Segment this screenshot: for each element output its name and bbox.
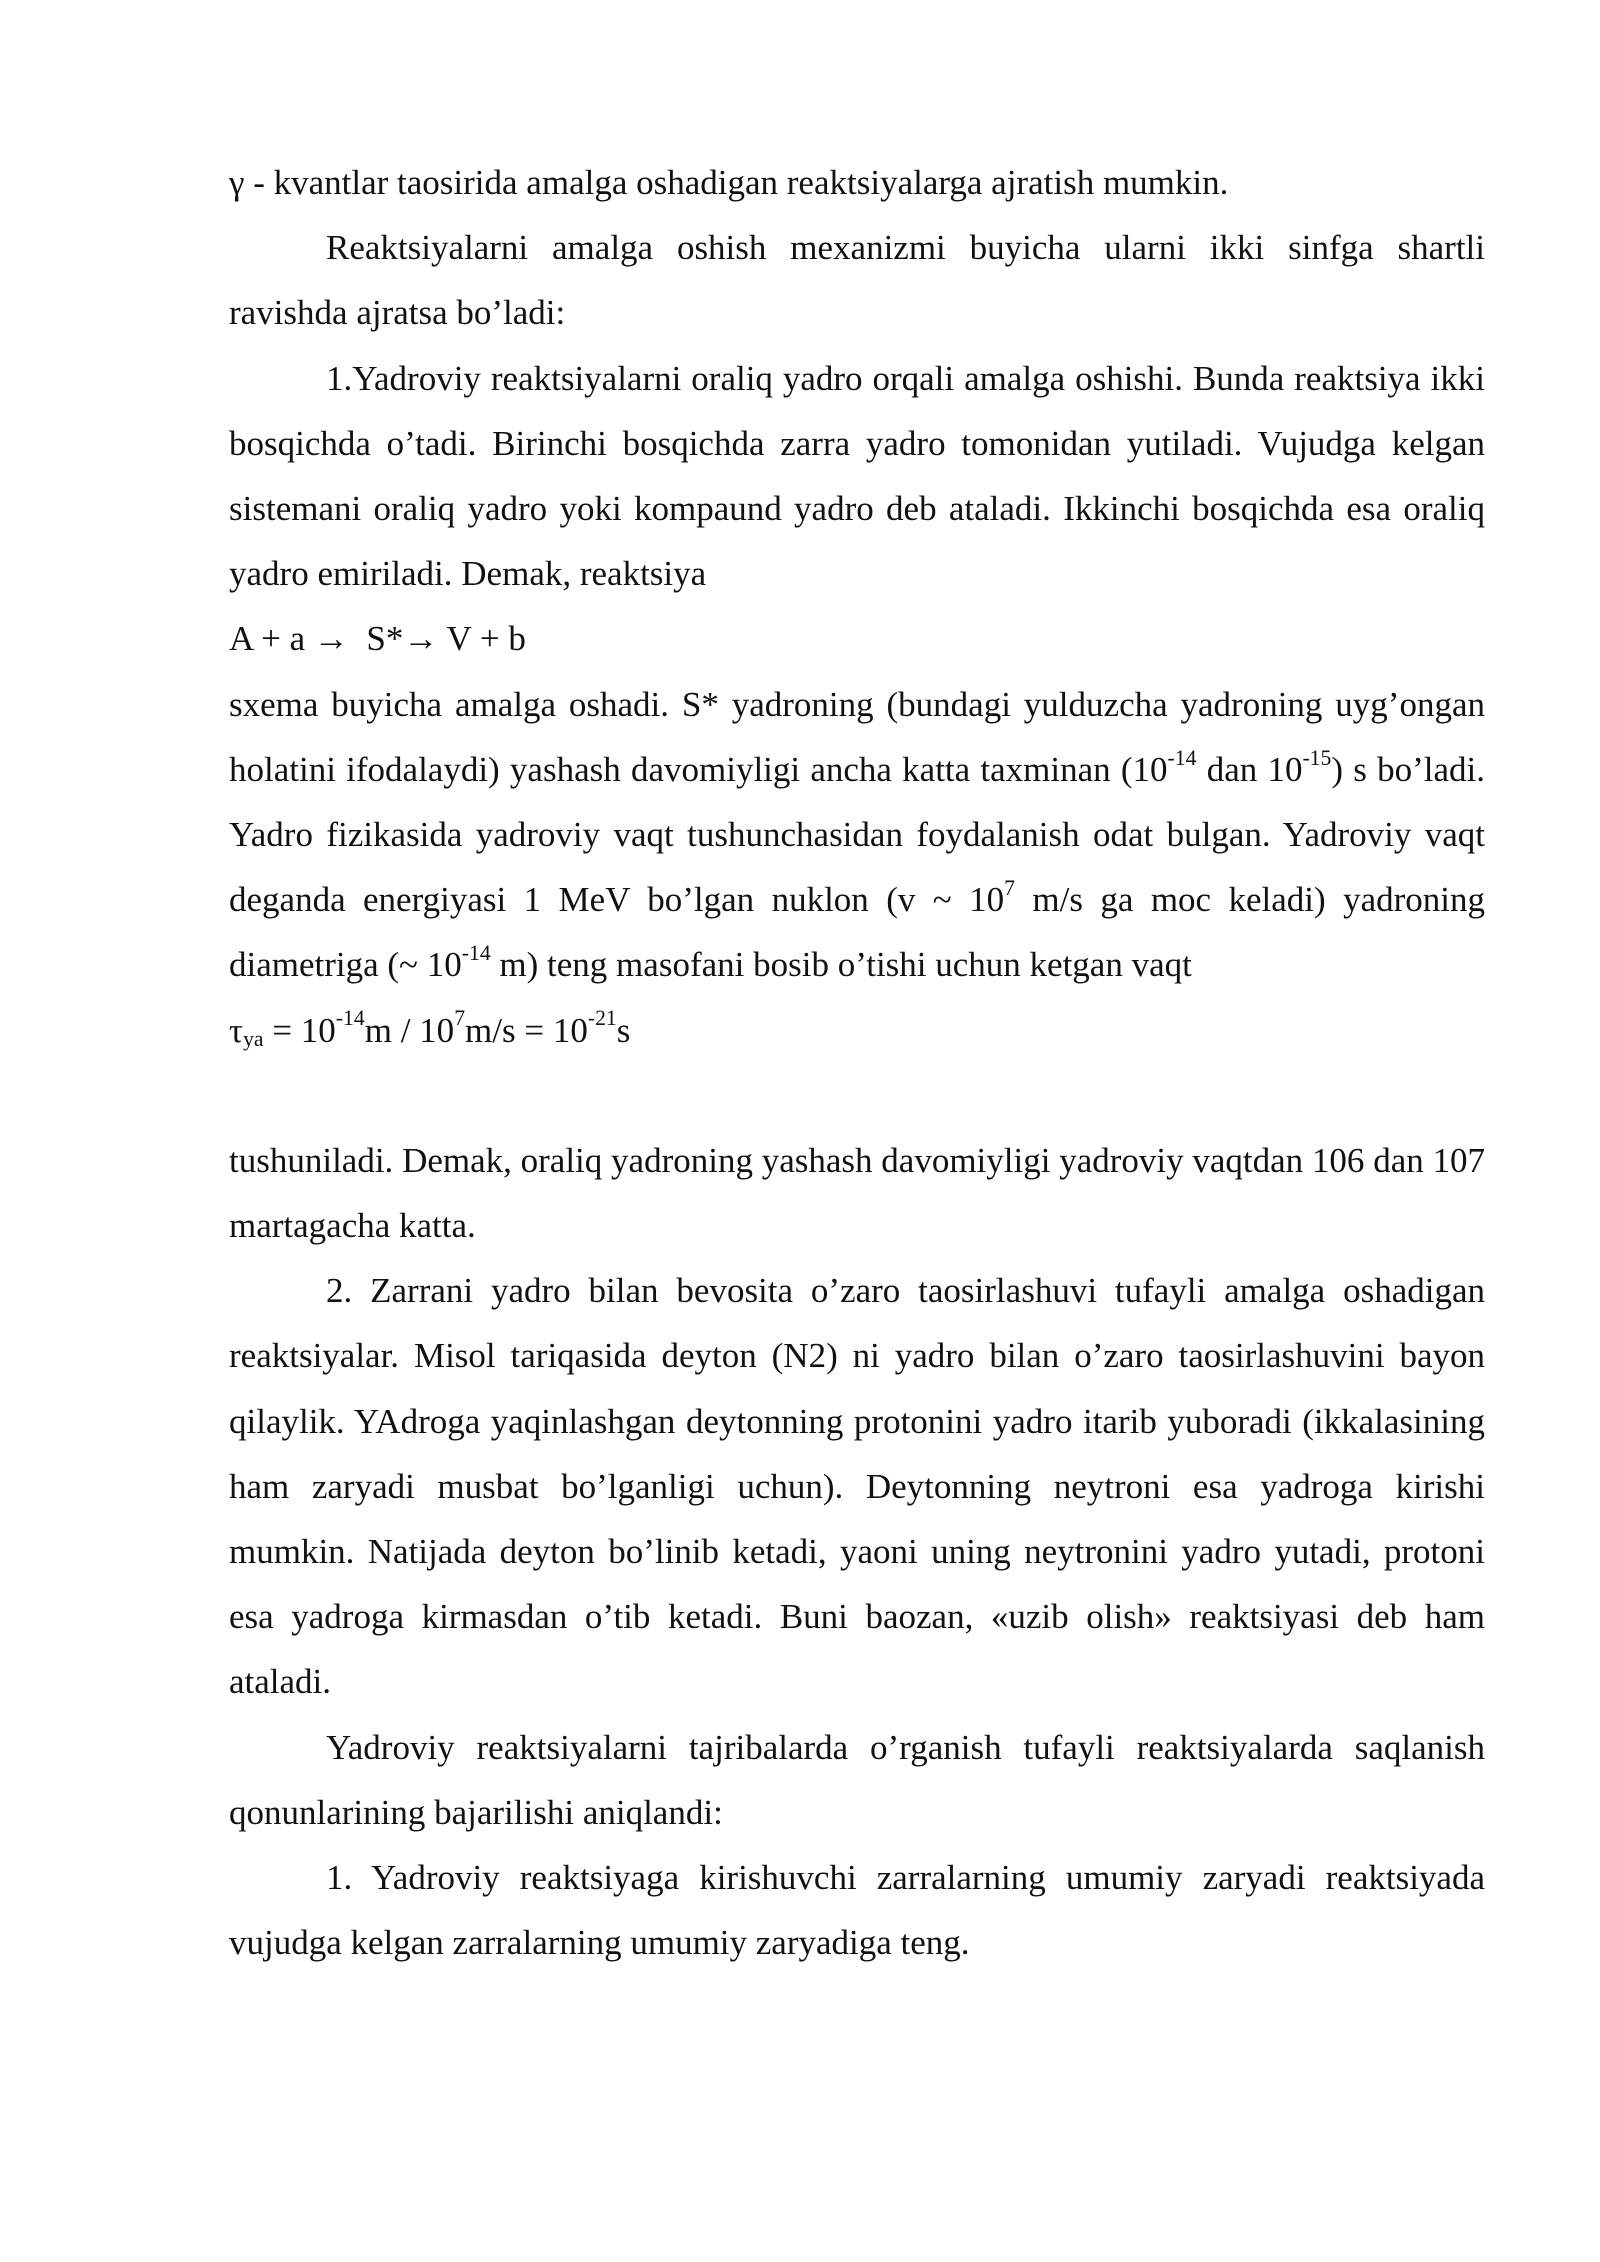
superscript: 7: [1004, 875, 1015, 900]
paragraph-conclusion: tushuniladi. Demak, oraliq yadroning yashash davomiyligi yadroviy vaqtdan 106 dan 107 martagacha katta.: [229, 1140, 1485, 1246]
superscript: -14: [335, 1006, 365, 1031]
reaction-scheme-formula: A + a → S*→ V + b: [229, 619, 526, 659]
superscript: -15: [1302, 745, 1332, 770]
subscript: ya: [243, 1027, 264, 1052]
paragraph-mechanism: Reaktsiyalarni amalga oshish mexanizmi buyicha ularni ikki sinfga shartli ravishda ajratsa bo’ladi:: [229, 228, 1485, 333]
text-segment: m / 10: [364, 1010, 455, 1050]
tau-symbol: τ: [229, 1010, 244, 1050]
text-segment: = 10: [263, 1010, 336, 1050]
text-segment: dan 10: [1196, 749, 1303, 789]
text-segment: m) teng masofani bosib o’tishi uchun ketgan vaqt: [490, 945, 1192, 985]
document-page: [229, 150, 1485, 1975]
superscript: -14: [1167, 745, 1197, 770]
paragraph-direct-interaction: 2. Zarrani yadro bilan bevosita o’zaro taosirlashuvi tufayli amalga oshadigan reaktsiyalar. Misol tariqasida deyton (N2) ni yadro bilan o’zaro taosirlashuvini bayon qilaylik. YAdroga yaqinlashgan deytonning protonini yadro itarib yuboradi (ikkalasining ham zaryadi musbat bo’lganligi uchun). Deytonning neytroni esa yadroga kirishi mumkin. Natijada deyton bo’linib ketadi, yaoni uning neytronini yadro yutadi, protoni esa yadroga kirmasdan o’tib ketadi. Buni baozan, «uzib olish» reaktsiyasi deb ham ataladi.: [229, 1271, 1485, 1702]
paragraph-compound-nucleus: 1.Yadroviy reaktsiyalarni oraliq yadro orqali amalga oshishi. Bunda reaktsiya ikki bosqichda o’tadi. Birinchi bosqichda zarra yadro tomonidan yutiladi. Vujudga kelgan sistemani oraliq yadro yoki kompaund yadro deb ataladi. Ikkinchi bosqichda esa oraliq yadro emiriladi. Demak, reaktsiya: [229, 358, 1485, 594]
text-segment: ) s bo’ladi. Yadro fizikasida yadroviy vaqt tushunchasidan foydalanish odat bulgan. Yadroviy vaqt deganda energiyasi 1 MeV bo’lgan nuklon (v ~ 10: [229, 749, 1485, 920]
paragraph-conservation-laws: Yadroviy reaktsiyalarni tajribalarda o’rganish tufayli reaktsiyalarda saqlanish qonunlarining bajarilishi aniqlandi:: [229, 1727, 1485, 1832]
superscript: -21: [587, 1006, 617, 1031]
superscript: 7: [454, 1006, 466, 1031]
paragraph-gamma-quanta: γ - kvantlar taosirida amalga oshadigan reaktsiyalarga ajratish mumkin.: [229, 163, 1229, 202]
spacer: [229, 1063, 1485, 1128]
paragraph-lifetime: [229, 672, 1485, 998]
text-segment: m/s = 10: [465, 1010, 588, 1050]
superscript: -14: [461, 941, 491, 966]
text-segment: sxema buyicha amalga oshadi. S* yadroning (bundagi yulduzcha yadroning uyg’ongan holatini ifodalaydi) yashash davomiyligi ancha katta taxminan (10: [229, 684, 1485, 789]
text-segment: s: [616, 1010, 631, 1050]
nuclear-time-formula: [229, 998, 1485, 1063]
paragraph-charge-conservation: 1. Yadroviy reaktsiyaga kirishuvchi zarralarning umumiy zaryadi reaktsiyada vujudga kelgan zarralarning umumiy zaryadiga teng.: [229, 1858, 1485, 1963]
text-segment: m/s ga moc keladi) yadroning diametriga (~ 10: [229, 880, 1486, 985]
